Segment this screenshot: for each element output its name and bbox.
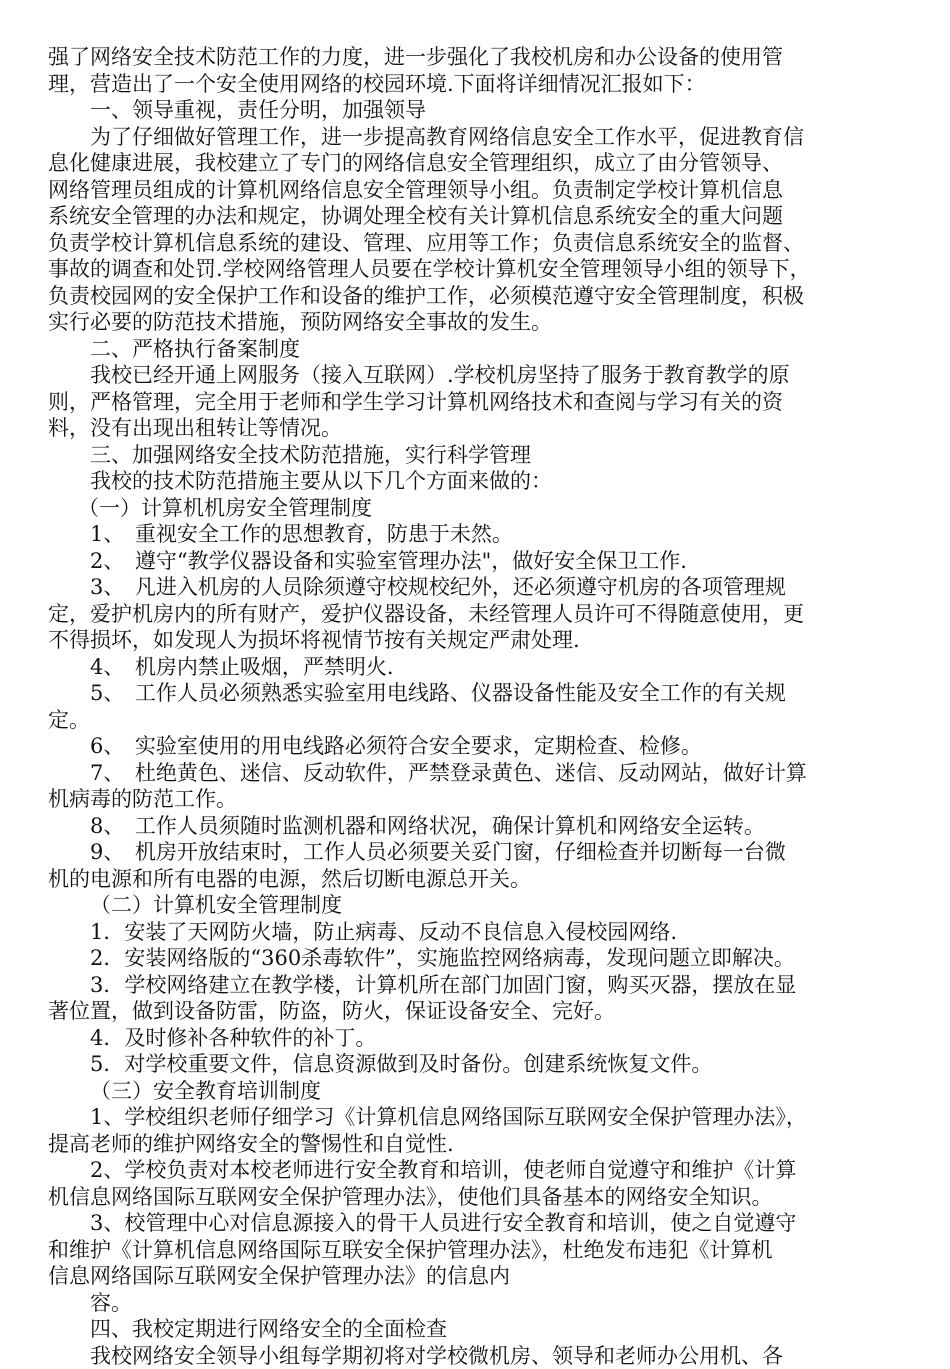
document-body [48,44,910,1369]
text-line: 料，没有出现出租转让等情况。 [48,415,910,442]
section-heading: 三、加强网络安全技术防范措施，实行科学管理 [48,442,910,469]
text-line: 我校的技术防范措施主要从以下几个方面来做的： [48,468,910,495]
text-line: 负责校园网的安全保护工作和设备的维护工作，必须模范遵守安全管理制度，积极 [48,283,910,310]
text-line: 网络管理员组成的计算机网络信息安全管理领导小组。负责制定学校计算机信息 [48,177,910,204]
subsection-heading: （三）安全教育培训制度 [48,1078,910,1105]
text-line: 我校已经开通上网服务（接入互联网）.学校机房坚持了服务于教育教学的原 [48,362,910,389]
text-line: 则，严格管理，完全用于老师和学生学习计算机网络技术和查阅与学习有关的资 [48,389,910,416]
list-item: 6、 实验室使用的用电线路必须符合安全要求，定期检查、检修。 [48,733,910,760]
list-item: 4．及时修补各种软件的补丁。 [48,1025,910,1052]
text-line: 系统安全管理的办法和规定，协调处理全校有关计算机信息系统安全的重大问题 [48,203,910,230]
text-line: 负责学校计算机信息系统的建设、管理、应用等工作；负责信息系统安全的监督、 [48,230,910,257]
text-line: 机的电源和所有电器的电源，然后切断电源总开关。 [48,866,910,893]
list-item: 5．对学校重要文件，信息资源做到及时备份。创建系统恢复文件。 [48,1051,910,1078]
text-line: 息化健康进展，我校建立了专门的网络信息安全管理组织，成立了由分管领导、 [48,150,910,177]
text-line: 理，营造出了一个安全使用网络的校园环境.下面将详细情况汇报如下： [48,71,910,98]
text-line: 我校网络安全领导小组每学期初将对学校微机房、领导和老师办公用机、各 [48,1343,910,1369]
list-item: 3、校管理中心对信息源接入的骨干人员进行安全教育和培训，使之自觉遵守 [48,1210,910,1237]
text-line: 著位置，做到设备防雷，防盗，防火，保证设备安全、完好。 [48,998,910,1025]
text-line: 容。 [48,1290,910,1317]
text-line: 不得损坏，如发现人为损坏将视情节按有关规定严肃处理. [48,627,910,654]
list-item: 3、 凡进入机房的人员除须遵守校规校纪外，还必须遵守机房的各项管理规 [48,574,910,601]
text-line: 事故的调查和处罚.学校网络管理人员要在学校计算机安全管理领导小组的领导下， [48,256,910,283]
text-line: 定。 [48,707,910,734]
list-item: 4、 机房内禁止吸烟，严禁明火. [48,654,910,681]
list-item: 2、 遵守“教学仪器设备和实验室管理办法"，做好安全保卫工作. [48,548,910,575]
text-line: 机病毒的防范工作。 [48,786,910,813]
text-line: 为了仔细做好管理工作，进一步提高教育网络信息安全工作水平，促进教育信 [48,124,910,151]
section-heading: 二、严格执行备案制度 [48,336,910,363]
list-item: 8、 工作人员须随时监测机器和网络状况，确保计算机和网络安全运转。 [48,813,910,840]
text-line: 和维护《计算机信息网络国际互联安全保护管理办法》，杜绝发布违犯《计算机 [48,1237,910,1264]
list-item: 9、 机房开放结束时，工作人员必须要关妥门窗，仔细检查并切断每一台微 [48,839,910,866]
text-line: 实行必要的防范技术措施，预防网络安全事故的发生。 [48,309,910,336]
list-item: 7、 杜绝黄色、迷信、反动软件，严禁登录黄色、迷信、反动网站，做好计算 [48,760,910,787]
text-line: 信息网络国际互联网安全保护管理办法》的信息内 [48,1263,910,1290]
text-line: 强了网络安全技术防范工作的力度，进一步强化了我校机房和办公设备的使用管 [48,44,910,71]
list-item: 2．安装网络版的“360杀毒软件”，实施监控网络病毒，发现问题立即解决。 [48,945,910,972]
list-item: 1、 重视安全工作的思想教育，防患于未然。 [48,521,910,548]
subsection-heading: （二）计算机安全管理制度 [48,892,910,919]
list-item: 2、学校负责对本校老师进行安全教育和培训，使老师自觉遵守和维护《计算 [48,1157,910,1184]
section-heading: 四、我校定期进行网络安全的全面检查 [48,1316,910,1343]
subsection-heading: （一）计算机机房安全管理制度 [48,495,910,522]
list-item: 5、 工作人员必须熟悉实验室用电线路、仪器设备性能及安全工作的有关规 [48,680,910,707]
text-line: 定，爱护机房内的所有财产，爱护仪器设备，未经管理人员许可不得随意使用，更 [48,601,910,628]
list-item: 1、学校组织老师仔细学习《计算机信息网络国际互联网安全保护管理办法》， [48,1104,910,1131]
text-line: 提高老师的维护网络安全的警惕性和自觉性. [48,1131,910,1158]
section-heading: 一、领导重视，责任分明，加强领导 [48,97,910,124]
list-item: 1．安装了天网防火墙，防止病毒、反动不良信息入侵校园网络. [48,919,910,946]
text-line: 机信息网络国际互联网安全保护管理办法》，使他们具备基本的网络安全知识。 [48,1184,910,1211]
list-item: 3．学校网络建立在教学楼，计算机所在部门加固门窗，购买灭器，摆放在显 [48,972,910,999]
